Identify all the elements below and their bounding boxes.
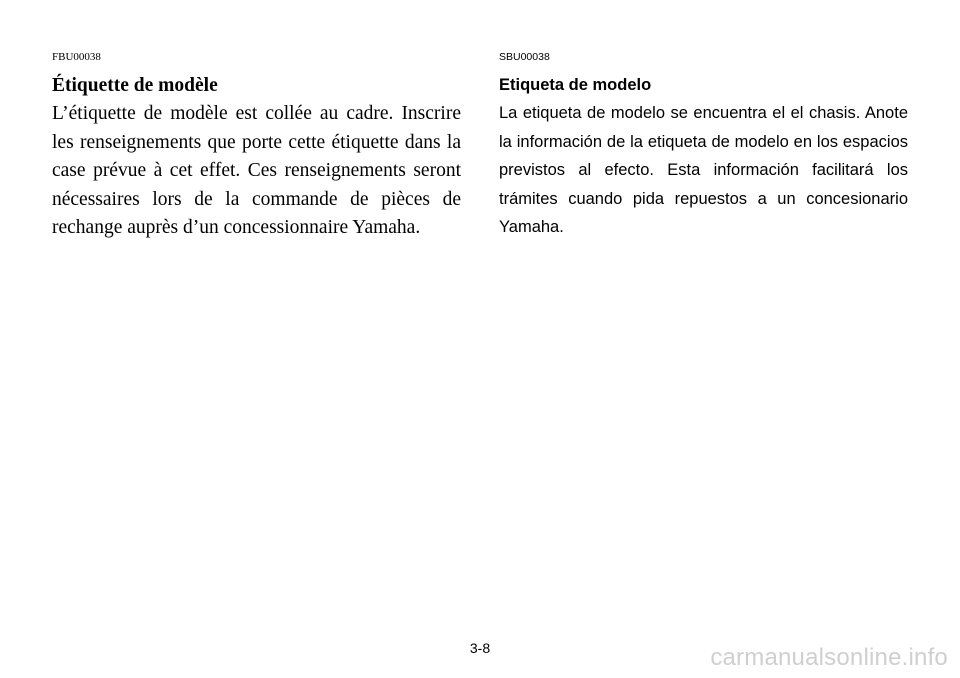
spanish-body: La etiqueta de modelo se encuentra el el chasis. Anote la información de la etiqueta de modelo en los espacios previstos al efecto. Esta información facilitará los trámites cuando pida repuestos a un concesionario Yamaha. (499, 104, 908, 236)
french-section-code: FBU00038 (52, 51, 101, 63)
spanish-section (499, 50, 908, 242)
french-section (52, 50, 461, 243)
watermark: carmanualsonline.info (710, 644, 948, 671)
french-heading: Étiquette de modèle (52, 75, 218, 96)
spanish-heading: Etiqueta de modelo (499, 76, 652, 94)
french-body: L’étiquette de modèle est collée au cadre. Inscrire les renseignements que porte cette étiquette dans la case prévue à cet effet. Ces renseignements seront nécessaires lors de la commande de pièces de rechange auprès d’un concessionnaire Yamaha. (52, 103, 461, 238)
spanish-section-code: SBU00038 (499, 51, 550, 63)
page-number: 3-8 (469, 640, 491, 656)
